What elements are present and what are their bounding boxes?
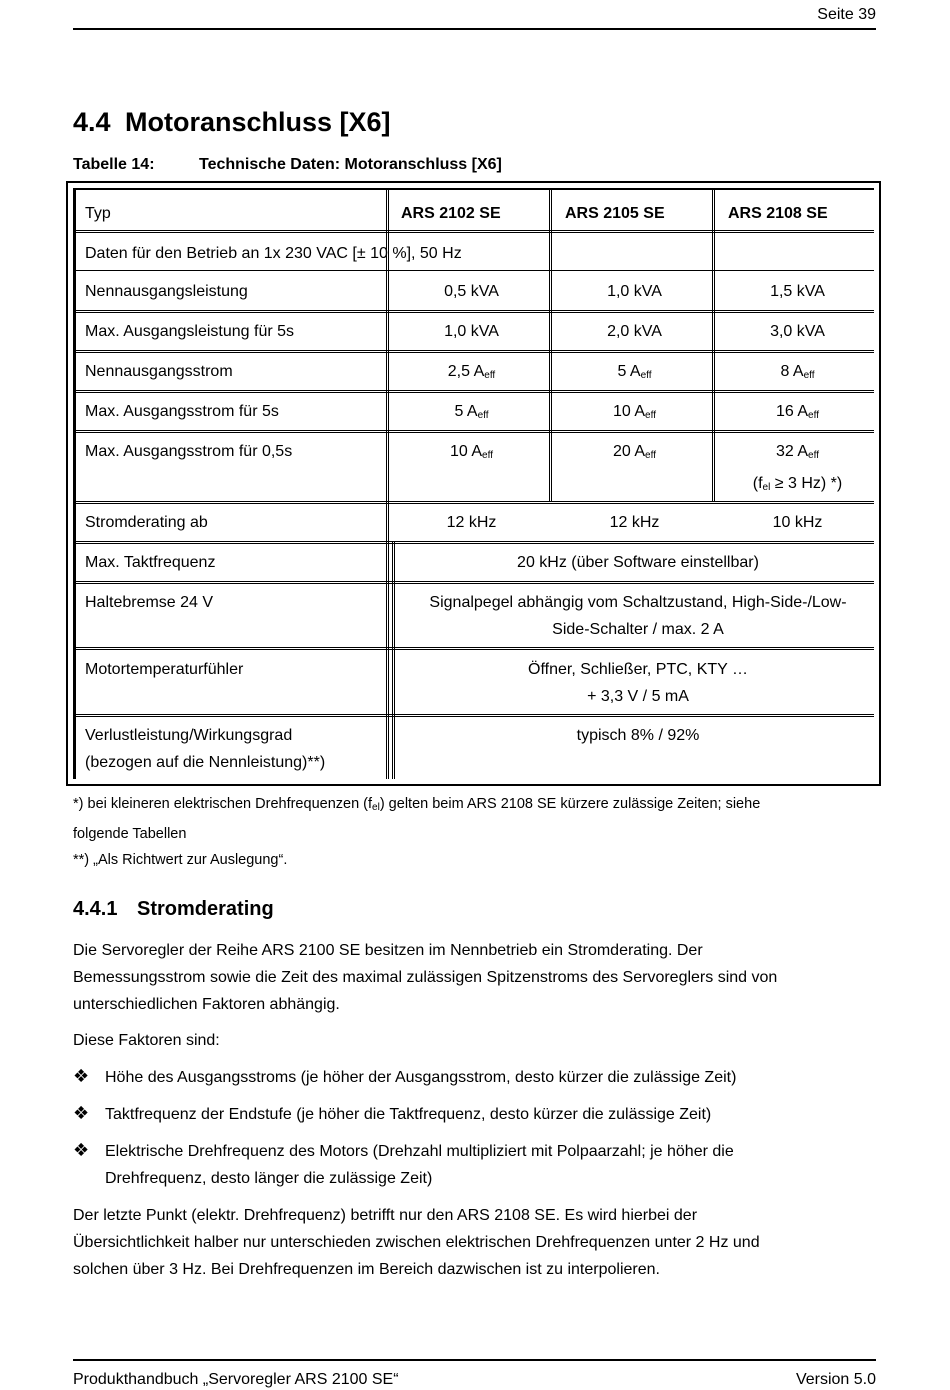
section-title: Motoranschluss [X6]: [125, 107, 391, 137]
cell-span-value-line1: Signalpegel abhängig vom Schaltzustand, High-Side-/Low-: [429, 594, 847, 611]
cell-value: 10 $A_{eff}$: [450, 443, 493, 461]
table-header-typ: Typ: [85, 205, 111, 222]
bullet-diamond-icon: ❖: [73, 1103, 90, 1123]
cell-value: 32 $A_{eff}$: [776, 443, 819, 461]
cell-span-value-line2: + 3,3 V / 5 mA: [587, 688, 689, 705]
row-label-motortemperaturfuehler: Motortemperaturfühler: [85, 661, 244, 678]
cell-value: 1,5 kVA: [770, 283, 825, 300]
table-caption: [73, 156, 502, 174]
footnote-1-line2: folgende Tabellen: [73, 826, 187, 842]
cell-value: 12 kHz: [446, 514, 497, 531]
table-caption-title: Technische Daten: Motoranschluss [X6]: [199, 156, 502, 173]
table-rule: [76, 501, 874, 504]
cell-value: 3,0 kVA: [770, 323, 825, 340]
row-label-max-ausgangsstrom-05s: Max. Ausgangsstrom für 0,5s: [85, 443, 293, 460]
table-rule: [76, 390, 874, 393]
cell-value: 2,5 $A_{eff}$: [447, 363, 496, 381]
cell-value: 10 kHz: [772, 514, 823, 531]
cell-span-value: 20 kHz (über Software einstellbar): [517, 554, 759, 571]
section-heading: [73, 107, 391, 138]
subsection-number: 4.4.1: [73, 898, 118, 920]
page-header: [73, 6, 876, 30]
paragraph-2: Diese Faktoren sind:: [73, 1032, 220, 1049]
cell-span-value: typisch 8% / 92%: [576, 727, 700, 744]
row-label-max-ausgangsstrom-5s: Max. Ausgangsstrom für 5s: [85, 403, 279, 420]
row-label-max-taktfrequenz: Max. Taktfrequenz: [85, 554, 216, 571]
table-rule: [76, 230, 874, 233]
table-rule: [76, 647, 874, 650]
footnote-2: **) „Als Richtwert zur Auslegung“.: [73, 852, 288, 868]
row-label-verlustleistung-line1: Verlustleistung/Wirkungsgrad: [85, 727, 293, 744]
cell-value: 8 $A_{eff}$: [780, 363, 815, 381]
subsection-heading: [73, 898, 274, 921]
footer-version: Version 5.0: [795, 1371, 876, 1388]
paragraph-1: Die Servoregler der Reihe ARS 2100 SE besitzen im Nennbetrieb ein Stromderating. Der Bemessungsstrom sowie die Zeit des maximal zulässigen Spitzenstroms des Servoreglers sind von unterschiedlichen Faktoren abhängig.: [73, 942, 778, 1013]
cell-value: 1,0 kVA: [607, 283, 662, 300]
cell-value: 5 $A_{eff}$: [454, 403, 489, 421]
page-number: Seite 39: [817, 6, 876, 23]
table-rule: [76, 310, 874, 313]
subsection-title: Stromderating: [137, 898, 274, 920]
page-footer: [73, 1359, 876, 1388]
table-rule: [76, 270, 874, 271]
bullet-diamond-icon: ❖: [73, 1066, 90, 1086]
table-rule: [76, 430, 874, 433]
cell-value: 0,5 kVA: [444, 283, 499, 300]
cell-footnote-value: ($f_{el} \ge 3$ Hz) *): [752, 475, 843, 493]
row-label-haltebremse: Haltebremse 24 V: [85, 594, 214, 611]
table-rule: [386, 190, 389, 779]
table-rule: [76, 350, 874, 353]
cell-value: 12 kHz: [609, 514, 660, 531]
table-rule: [549, 190, 552, 501]
table-rule: [712, 190, 715, 501]
table-caption-label: Tabelle 14:: [73, 156, 155, 173]
cell-value: 20 $A_{eff}$: [613, 443, 656, 461]
paragraph-3: Der letzte Punkt (elektr. Drehfrequenz) betrifft nur den ARS 2108 SE. Es wird hierbei der Übersichtlichkeit halber nur unterschieden zwischen elektrischen Drehfrequenzen unter 2 Hz und solchen über 3 Hz. Bei Drehfrequenzen im Bereich dazwischen ist zu interpolieren.: [73, 1207, 760, 1278]
table-rule: [392, 541, 395, 779]
table-header-ars2108: ARS 2108 SE: [728, 205, 828, 222]
row-label-stromderating: Stromderating ab: [85, 514, 208, 531]
cell-value: 2,0 kVA: [607, 323, 662, 340]
table-rule: [76, 714, 874, 717]
section-number: 4.4: [73, 107, 111, 137]
table-group-row: Daten für den Betrieb an 1x 230 VAC [± 10 %], 50 Hz: [85, 245, 462, 262]
spec-table: [66, 181, 881, 786]
footer-title: Produkthandbuch „Servoregler ARS 2100 SE“: [73, 1371, 399, 1388]
row-label-nennausgangsleistung: Nennausgangsleistung: [85, 283, 248, 300]
row-label-verlustleistung-line2: (bezogen auf die Nennleistung)**): [85, 754, 326, 771]
footnote-1: *) bei kleineren elektrischen Drehfrequenzen $(f_{el})$ gelten beim ARS 2108 SE kürzere zulässige Zeiten; siehe: [73, 796, 761, 813]
cell-value: 5 $A_{eff}$: [617, 363, 652, 381]
table-rule: [76, 581, 874, 584]
table-header-ars2102: ARS 2102 SE: [401, 205, 501, 222]
bullet-diamond-icon: ❖: [73, 1140, 90, 1160]
row-label-nennausgangsstrom: Nennausgangsstrom: [85, 363, 233, 380]
cell-value: 16 $A_{eff}$: [776, 403, 819, 421]
row-label-max-ausgangsleistung: Max. Ausgangsleistung für 5s: [85, 323, 295, 340]
table-header-ars2105: ARS 2105 SE: [565, 205, 665, 222]
cell-span-value-line2: Side-Schalter / max. 2 A: [552, 621, 724, 638]
table-rule: [76, 541, 874, 544]
cell-value: 10 $A_{eff}$: [613, 403, 656, 421]
table-footnotes: [73, 791, 873, 873]
cell-value: 1,0 kVA: [444, 323, 499, 340]
cell-span-value-line1: Öffner, Schließer, PTC, KTY …: [528, 661, 748, 678]
